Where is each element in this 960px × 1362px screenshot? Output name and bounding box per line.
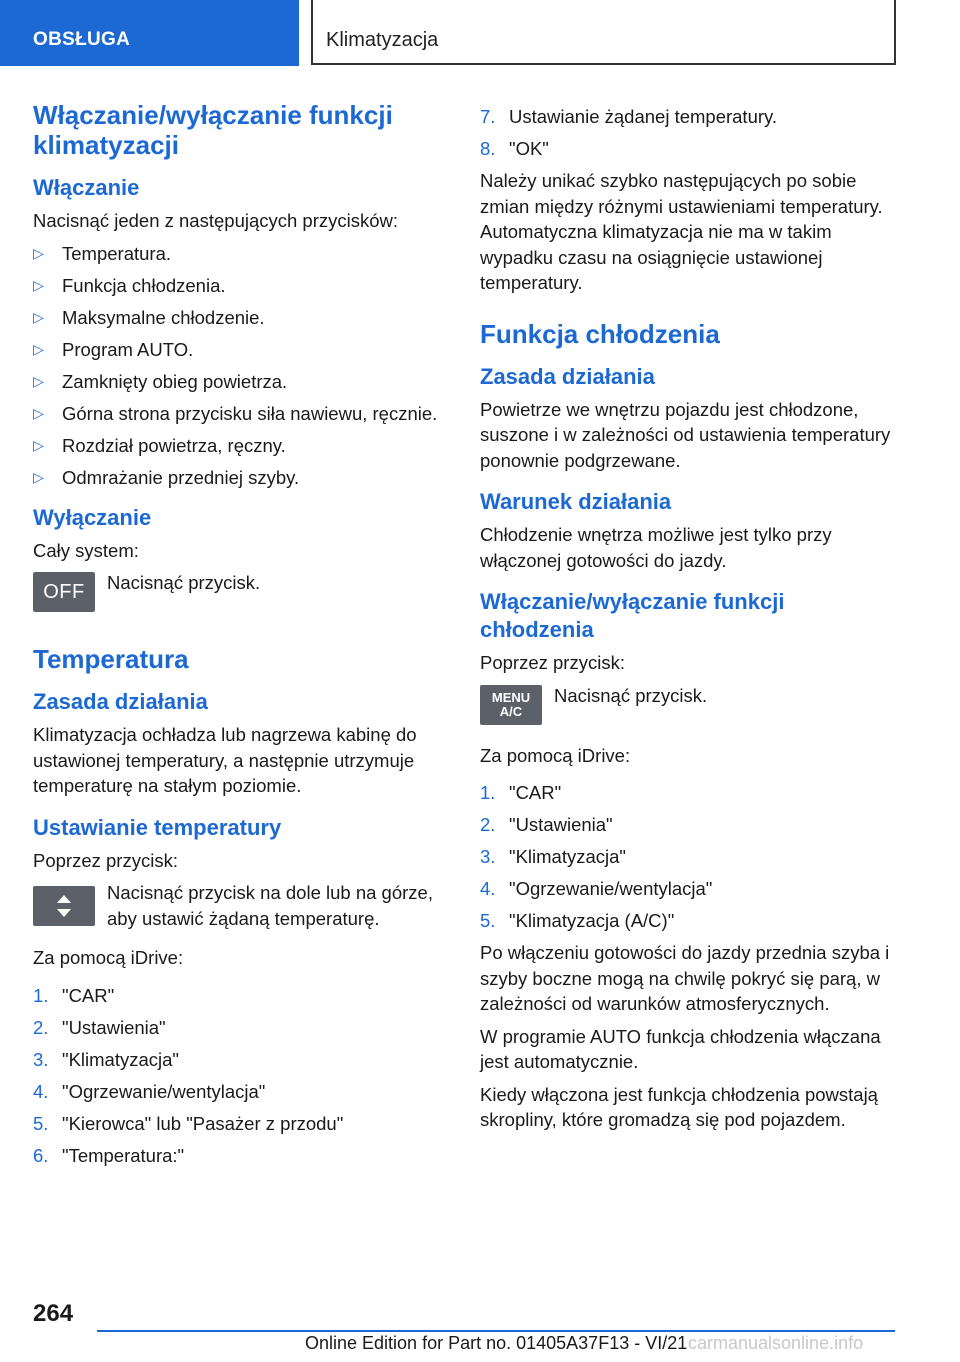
right-column bbox=[480, 104, 900, 1140]
paragraph: W programie AUTO funkcja chłodzenia włączana jest automatycznie. bbox=[480, 1025, 881, 1072]
heading-wylaczanie: Wyłączanie bbox=[33, 504, 152, 530]
paragraph: Po włączeniu gotowości do jazdy przednia szyba i szyby boczne mogą na chwilę pokryć się parą, w zależności od warunków atmosferycznych. bbox=[480, 942, 890, 1014]
list-item: 5. "Klimatyzacja (A/C)" bbox=[480, 910, 675, 931]
list-item: ▷ Temperatura. bbox=[33, 242, 171, 264]
heading-klimatyzacja-onoff: Włączanie/wyłączanie funkcji klimatyzacji bbox=[33, 100, 393, 160]
zasada-text: Klimatyzacja ochładza lub nagrzewa kabinę do ustawionej temperatury, a następnie utrzymuje temperaturę na stałym poziomie. bbox=[33, 724, 417, 796]
list-item: ▷ Rozdział powietrza, ręczny. bbox=[33, 434, 286, 456]
menu-ac-button-row bbox=[480, 683, 900, 729]
off-button-icon: OFF bbox=[33, 572, 95, 612]
temp-button-text: Nacisnąć przycisk na dole lub na górze, aby ustawić żądaną temperaturę. bbox=[107, 882, 433, 929]
page-number: 264 bbox=[33, 1300, 74, 1327]
paragraph: Kiedy włączona jest funkcja chłodzenia powstają skropliny, które gromadzą się pod pojazdem. bbox=[480, 1083, 878, 1130]
triangle-bullet-icon: ▷ bbox=[33, 372, 44, 389]
list-item: 4. "Ogrzewanie/wentylacja" bbox=[33, 1080, 266, 1102]
triangle-bullet-icon: ▷ bbox=[33, 276, 44, 293]
triangle-bullet-icon: ▷ bbox=[33, 404, 44, 421]
wylaczanie-intro: Cały system: bbox=[33, 539, 139, 561]
heading-chlodzenie-onoff: Włączanie/wyłączanie funkcji chłodzenia bbox=[480, 589, 785, 642]
ustawianie-intro: Poprzez przycisk: bbox=[33, 849, 178, 871]
triangle-bullet-icon: ▷ bbox=[33, 244, 44, 261]
topic-tab: Klimatyzacja bbox=[311, 0, 896, 65]
triangle-bullet-icon: ▷ bbox=[33, 308, 44, 325]
idrive-intro: Za pomocą iDrive: bbox=[480, 744, 631, 766]
list-item: 7. Ustawianie żądanej temperatury. bbox=[480, 106, 778, 127]
list-item: ▷ Odmrażanie przedniej szyby. bbox=[33, 466, 300, 488]
footer-edition: Online Edition for Part no. 01405A37F13 - VI/21 bbox=[305, 1333, 688, 1353]
left-column bbox=[33, 100, 453, 1175]
list-item: 2. "Ustawienia" bbox=[33, 1016, 166, 1038]
idrive-intro: Za pomocą iDrive: bbox=[33, 947, 184, 968]
triangle-bullet-icon: ▷ bbox=[33, 340, 44, 357]
list-item: 8. "OK" bbox=[480, 138, 549, 159]
menu-ac-button-text: Nacisnąć przycisk. bbox=[554, 684, 708, 706]
off-button-row bbox=[33, 570, 453, 616]
temp-up-down-button-icon bbox=[33, 886, 95, 926]
list-item: ▷ Maksymalne chłodzenie. bbox=[33, 306, 265, 328]
temp-button-row bbox=[33, 880, 453, 931]
heading-zasada-dzialania: Zasada działania bbox=[33, 689, 208, 714]
list-item: ▷ Program AUTO. bbox=[33, 338, 194, 360]
list-item: 5. "Kierowca" lub "Pasażer z przodu" bbox=[33, 1112, 344, 1134]
triangle-bullet-icon: ▷ bbox=[33, 436, 44, 453]
footer-divider bbox=[97, 1330, 895, 1332]
heading-warunek-dzialania: Warunek działania bbox=[480, 489, 672, 514]
section-tab: OBSŁUGA bbox=[0, 0, 299, 66]
menu-ac-button-icon: MENU A/C bbox=[480, 685, 542, 725]
chlodzenie-intro: Poprzez przycisk: bbox=[480, 652, 625, 673]
heading-ustawianie-temperatury: Ustawianie temperatury bbox=[33, 814, 282, 840]
button-list bbox=[33, 241, 453, 490]
heading-wlaczanie: Włączanie bbox=[33, 175, 140, 200]
list-item: 1. "CAR" bbox=[480, 782, 562, 803]
list-item: ▷ Górna strona przycisku siła nawiewu, ręcznie. bbox=[33, 402, 438, 424]
idrive-steps-continued bbox=[480, 104, 900, 161]
heading-zasada-dzialania: Zasada działania bbox=[480, 363, 655, 389]
list-item: ▷ Zamknięty obieg powietrza. bbox=[33, 370, 288, 392]
list-item: 2. "Ustawienia" bbox=[480, 814, 613, 835]
heading-funkcja-chlodzenia: Funkcja chłodzenia bbox=[480, 318, 720, 349]
wlaczanie-intro: Nacisnąć jeden z następujących przycisków: bbox=[33, 210, 399, 231]
watermark: carmanualsonline.info bbox=[688, 1333, 864, 1353]
triangle-bullet-icon: ▷ bbox=[33, 468, 44, 485]
page-header bbox=[0, 0, 960, 66]
list-item: ▷ Funkcja chłodzenia. bbox=[33, 274, 226, 296]
list-item: 3. "Klimatyzacja" bbox=[33, 1048, 179, 1070]
zasada-text: Powietrze we wnętrzu pojazdu jest chłodzone, suszone i w zależności od ustawienia temperatury ponownie podgrzewane. bbox=[480, 398, 891, 471]
idrive-steps-cooling bbox=[480, 780, 900, 933]
list-item: 4. "Ogrzewanie/wentylacja" bbox=[480, 878, 713, 899]
off-button-text: Nacisnąć przycisk. bbox=[107, 572, 261, 593]
heading-temperatura: Temperatura bbox=[33, 644, 189, 674]
warunek-text: Chłodzenie wnętrza możliwe jest tylko przy włączonej gotowości do jazdy. bbox=[480, 524, 832, 571]
list-item: 1. "CAR" bbox=[33, 984, 115, 1006]
list-item: 3. "Klimatyzacja" bbox=[480, 846, 626, 867]
list-item: 6. "Temperatura:" bbox=[33, 1144, 185, 1166]
idrive-steps bbox=[33, 983, 453, 1168]
paragraph: Należy unikać szybko następujących po sobie zmian między różnymi ustawieniami temperatury. Automatyczna klimatyzacja nie ma w takim wypadku czasu na osiągnięcie ustawionej temperatury. bbox=[480, 170, 883, 293]
